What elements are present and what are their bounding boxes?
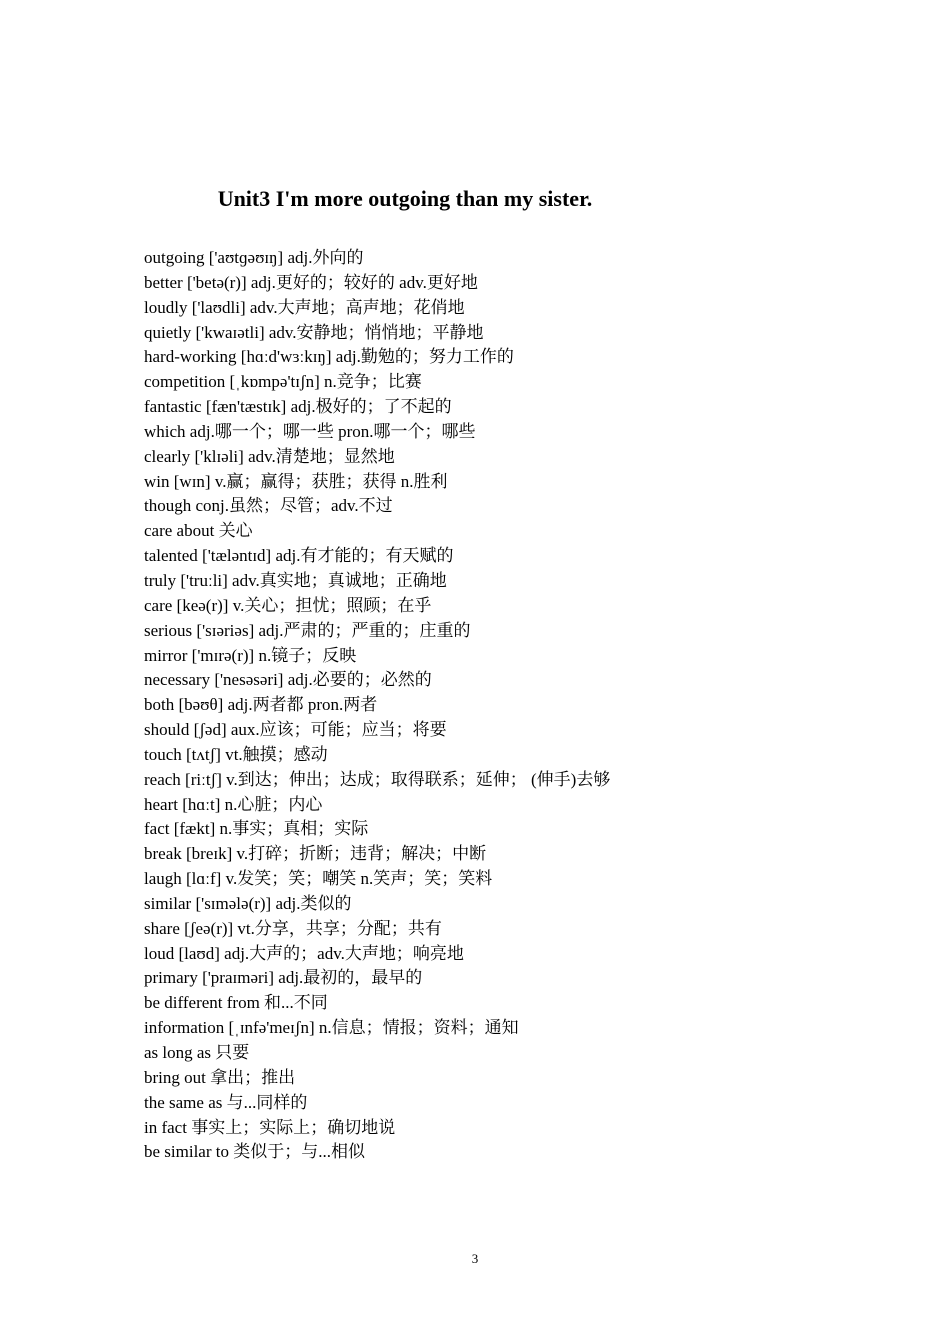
- vocabulary-entry: fact [fækt] n.事实；真相；实际: [144, 819, 369, 839]
- page-title: Unit3 I'm more outgoing than my sister.: [217, 186, 593, 211]
- vocabulary-entry: as long as 只要: [144, 1043, 250, 1062]
- vocabulary-entry: fantastic [fæn'tæstɪk] adj.极好的；了不起的: [144, 397, 452, 417]
- vocabulary-entry: competition [ˌkɒmpə'tɪʃn] n.竞争；比赛: [144, 372, 422, 392]
- vocabulary-entry: share [ʃeə(r)] vt.分享，共享；分配；共有: [144, 918, 442, 938]
- vocabulary-entry: bring out 拿出；推出: [144, 1067, 296, 1087]
- vocabulary-entry: in fact 事实上；实际上；确切地说: [144, 1117, 396, 1137]
- vocabulary-entry: though conj.虽然；尽管；adv.不过: [144, 496, 393, 516]
- vocabulary-entry: should [ʃəd] aux.应该；可能；应当；将要: [144, 720, 447, 740]
- vocabulary-entry: necessary ['nesəsəri] adj.必要的；必然的: [144, 670, 432, 690]
- vocabulary-entry: win [wɪn] v.赢；赢得；获胜；获得 n.胜利: [144, 471, 448, 491]
- vocabulary-entry: hard-working [hɑːd'wɜːkɪŋ] adj.勤勉的；努力工作的: [144, 347, 514, 367]
- vocabulary-entry: heart [hɑːt] n.心脏；内心: [144, 794, 323, 814]
- vocabulary-entry: reach [riːtʃ] v.到达；伸出；达成；取得联系；延伸； (伸手)去够: [144, 769, 611, 789]
- vocabulary-entry: talented ['tæləntɪd] adj.有才能的；有天赋的: [144, 546, 454, 566]
- vocabulary-entry: serious ['sɪəriəs] adj.严肃的；严重的；庄重的: [144, 620, 471, 640]
- vocabulary-entry: truly ['truːli] adv.真实地；真诚地；正确地: [144, 570, 447, 590]
- vocabulary-entry: information [ˌɪnfə'meɪʃn] n.信息；情报；资料；通知: [144, 1018, 519, 1038]
- vocabulary-entry: break [breɪk] v.打碎；折断；违背；解决；中断: [144, 844, 487, 864]
- vocabulary-entry: similar ['sɪmələ(r)] adj.类似的: [144, 893, 352, 913]
- vocabulary-list: [144, 246, 904, 1165]
- vocabulary-entry: be different from 和...不同: [144, 993, 328, 1013]
- vocabulary-entry: care about 关心: [144, 521, 253, 541]
- vocabulary-entry: both [bəʊθ] adj.两者都 pron.两者: [144, 695, 378, 715]
- vocabulary-entry: outgoing ['aʊtɡəʊɪŋ] adj.外向的: [144, 248, 364, 267]
- vocabulary-entry: quietly ['kwaɪətli] adv.安静地；悄悄地；平静地: [144, 322, 484, 342]
- vocabulary-entry: be similar to 类似于；与...相似: [144, 1142, 365, 1162]
- vocabulary-entry: laugh [lɑːf] v.发笑；笑；嘲笑 n.笑声；笑；笑料: [144, 869, 493, 889]
- vocabulary-entry: loud [laʊd] adj.大声的；adv.大声地；响亮地: [144, 943, 464, 963]
- vocabulary-entry: which adj.哪一个；哪一些 pron.哪一个；哪些: [144, 421, 476, 441]
- vocabulary-entry: better ['betə(r)] adj.更好的；较好的 adv.更好地: [144, 272, 478, 292]
- vocabulary-entry: care [keə(r)] v.关心；担忧；照顾；在乎: [144, 595, 432, 615]
- vocabulary-entry: mirror ['mɪrə(r)] n.镜子；反映: [144, 645, 357, 665]
- vocabulary-entry: primary ['praɪməri] adj.最初的，最早的: [144, 968, 423, 988]
- page-number: 3: [471, 1251, 479, 1266]
- vocabulary-entry: touch [tʌtʃ] vt.触摸；感动: [144, 744, 328, 764]
- vocabulary-entry: the same as 与...同样的: [144, 1092, 308, 1112]
- vocabulary-entry: clearly ['klɪəli] adv.清楚地；显然地: [144, 446, 395, 466]
- vocabulary-entry: loudly ['laʊdli] adv.大声地；高声地；花俏地: [144, 297, 465, 317]
